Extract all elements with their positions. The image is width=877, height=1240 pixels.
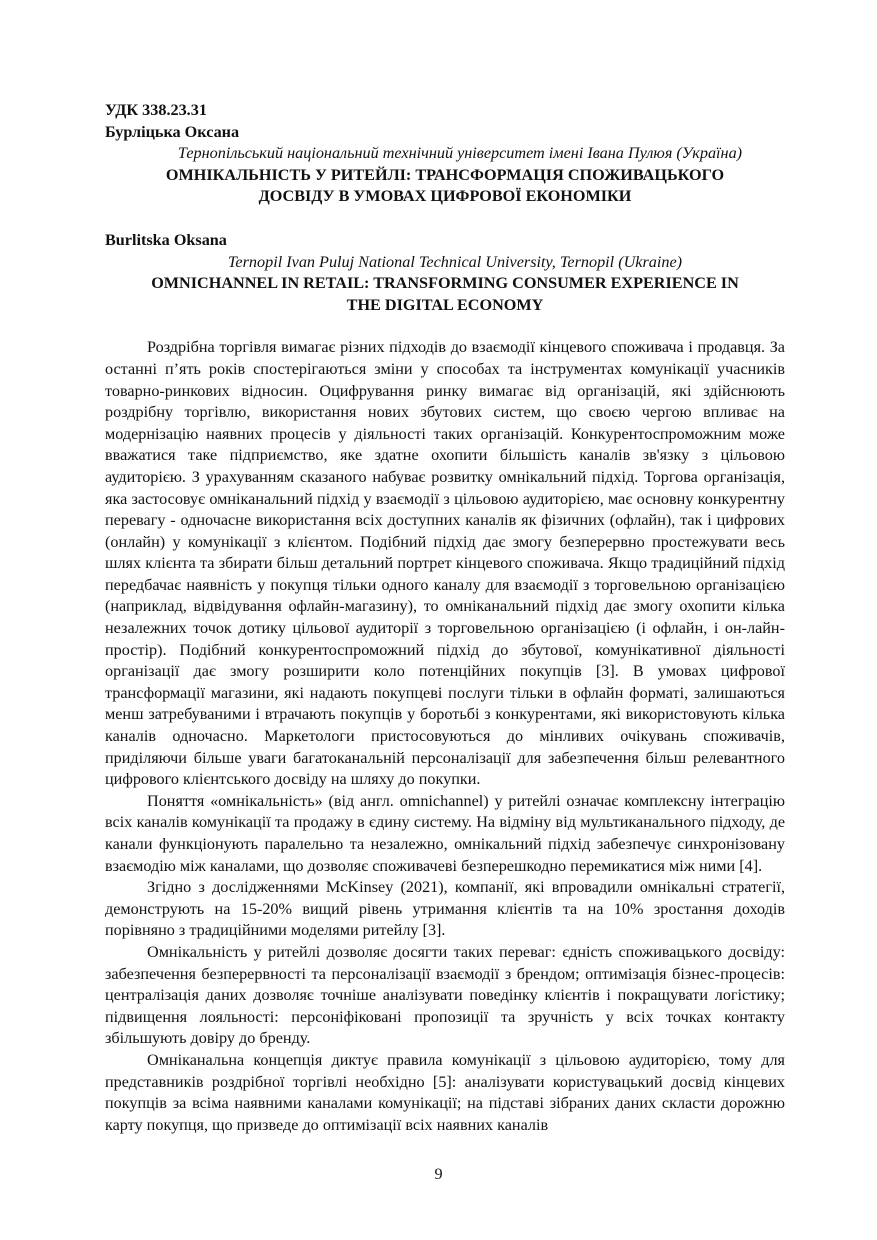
article-body: [105, 337, 785, 1136]
paragraph: Поняття «омнікальність» (від англ. omnichannel) у ритейлі означає комплексну інтеграцію всіх каналів комунікації та продажу в єдину систему. На відміну від мультиканального підходу, де канали функціонують паралельно та незалежно, омнікальний підхід забезпечує синхронізовану взаємодію між каналами, що дозволяє споживачеві безперешкодно перемикатися між ними [4].: [105, 791, 785, 875]
paragraph: Омніканальна концепція диктує правила комунікації з цільовою аудиторією, тому для представників роздрібної торгівлі необхідно [5]: аналізувати користувацький досвід кінцевих покупців за всіма наявними каналами комунікації; на підставі зібраних даних скласти дорожню карту покупця, що призведе до оптимізації всіх наявних каналів: [105, 1050, 785, 1134]
article-title-en-line1: OMNICHANNEL IN RETAIL: TRANSFORMING CONSUMER EXPERIENCE IN: [151, 274, 739, 293]
affiliation-ua: Тернопільський національний технічний університет імені Івана Пулюя (Україна): [177, 144, 743, 163]
affiliation-en: Ternopil Ivan Puluj National Technical University, Ternopil (Ukraine): [227, 252, 683, 271]
author-name-ua: Бурліцька Оксана: [105, 122, 240, 141]
paragraph: Згідно з дослідженнями McKinsey (2021), компанії, які впровадили омнікальні стратегії, демонструють на 15-20% вищий рівень утримання клієнтів та на 10% зростання доходів порівняно з традиційними моделями ритейлу [3].: [105, 878, 785, 940]
paragraph: Роздрібна торгівля вимагає різних підходів до взаємодії кінцевого споживача і продавця. За останні п’ять років спостерігаються зміни у способах та інструментах комунікації учасників товарно-ринкових відносин. Оцифрування ринку вимагає від організацій, які здійснюють роздрібну торгівлю, використання нових збутових систем, що своєю чергою впливає на модернізацію наявних процесів у діяльності таких організацій. Конкурентоспроможним може вважатися таке підприємство, яке здатне охопити більшість каналів зв'язку з цільовою аудиторією. З урахуванням сказаного набуває розвитку омнікальний підхід. Торгова організація, яка застосовує омніканальний підхід у взаємодії з цільовою аудиторією, має основну конкурентну перевагу - одночасне використання всіх доступних каналів як фізичних (офлайн), так і цифрових (онлайн) у комунікації з клієнтом. Подібний підхід дає змогу безперервно простежувати весь шлях клієнта та збирати більш детальний портрет кінцевого споживача. Якщо традиційний підхід передбачає наявність у покупця тільки одного каналу для взаємодії з торговельною організацією (наприклад, відвідування офлайн-магазину), то омніканальний підхід дає змогу охопити кілька незалежних точок дотику цільової аудиторії з торговельною організацією (і офлайн, і он-лайн-простір). Подібний конкурентоспроможний підхід до збутової, комунікативної діяльності організації дає змогу розширити коло потенційних покупців [3]. В умовах цифрової трансформації магазини, які надають покупцеві послуги тільки в офлайн форматі, залишаються менш затребуваними і втрачають покупців у боротьбі з конкурентами, які використовують кілька каналів одночасно. Маркетологи пристосовуються до мінливих очікувань споживачів, приділяючи більше уваги багатоканальній персоналізації для забезпечення більш релевантного цифрового клієнтського досвіду на шляху до покупки.: [105, 338, 785, 789]
paragraph: Омнікальність у ритейлі дозволяє досягти таких переваг: єдність споживацького досвіду: забезпечення безперервності та персоналізації взаємодії з брендом; оптимізація бізнес-процесів: централізація даних дозволяє точніше аналізувати поведінку клієнтів і покращувати логістику; підвищення лояльності: персоніфіковані пропозиції та зручність у всіх точках контакту збільшують довіру до бренду.: [105, 942, 785, 1048]
section-gap: [105, 208, 785, 230]
article-page: [105, 100, 785, 1136]
article-title-en: [105, 273, 785, 316]
article-title-ua-line1: ОМНІКАЛЬНІСТЬ У РИТЕЙЛІ: ТРАНСФОРМАЦІЯ СПОЖИВАЦЬКОГО: [165, 165, 725, 184]
article-title-ua-line2: ДОСВІДУ В УМОВАХ ЦИФРОВОЇ ЕКОНОМІКИ: [258, 187, 632, 206]
author-name-en: Burlitska Oksana: [105, 230, 227, 249]
article-title-ua: [105, 165, 785, 208]
udc-code: УДК 338.23.31: [105, 101, 207, 119]
article-title-en-line2: THE DIGITAL ECONOMY: [346, 295, 544, 314]
page-number: 9: [434, 1165, 443, 1183]
